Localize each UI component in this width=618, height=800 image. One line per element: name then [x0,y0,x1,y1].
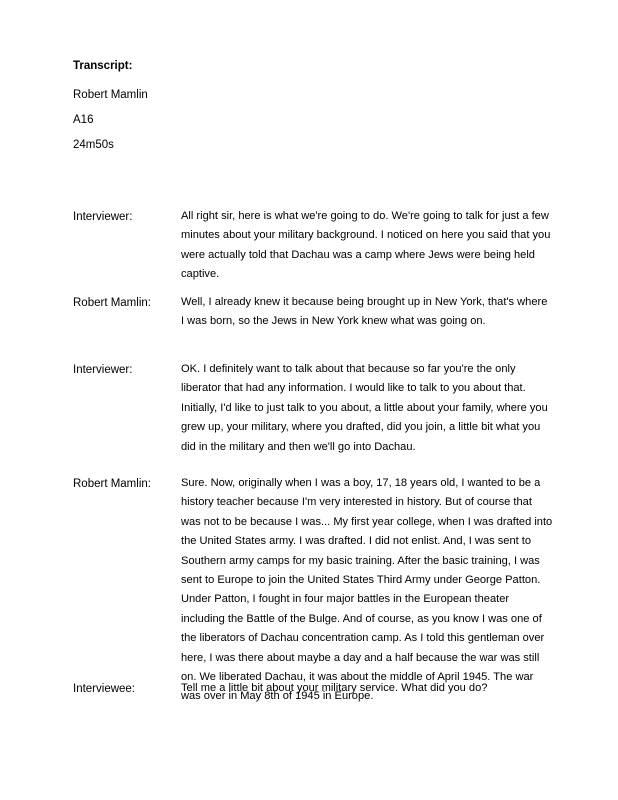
utterance-text: Well, I already knew it because being brought up in New York, that's where I was born, so the Jews in New York knew what was going on. [181,296,548,328]
speaker-label: Robert Mamlin: [73,478,151,490]
transcript-title: Transcript: [73,60,133,72]
interview-duration: 24m50s [73,139,114,151]
speaker-label: Robert Mamlin: [73,297,151,309]
speaker-label: Interviewee: [73,683,136,695]
utterance-text: OK. I definitely want to talk about that because so far you're the only liberator that had any information. I would like to talk to you about that. Initially, I'd like to just talk to you about, a little about your family, where you grew up, your military, where you drafted, did you join, a little bit what you did in the military and then we'll go into Dachau. [181,363,548,453]
speaker-label: Interviewer: [73,364,133,376]
utterance-text: Sure. Now, originally when I was a boy, 17, 18 years old, I wanted to be a history teacher because I'm very interested in history. But of course that was not to be because I was... My first year college, when I was drafted into the United States army. I was drafted. I did not enlist. And, I was sent to Southern army camps for my basic training. After the basic training, I was sent to Europe to join the United States Third Army under George Patton. Under Patton, I fought in four major battles in the European theater including the Battle of the Bulge. And of course, as you know I was one of the liberators of Dachau concentration camp. As I told this gentleman over here, I was there about maybe a day and a half because the war was still on. We liberated Dachau, it was about the middle of April 1945. The war was over in May 8th of 1945 in Europe. [181,477,553,703]
interview-code: A16 [73,114,94,126]
utterance-text: All right sir, here is what we're going to do. We're going to talk for just a few minutes about your military background. I noticed on here you said that you were actually told that Dachau was a camp where Jews were being held captive. [181,210,551,281]
subject-name: Robert Mamlin [73,89,148,101]
speaker-label: Interviewer: [73,211,133,223]
utterance-text: Tell me a little bit about your military service. What did you do? [181,682,488,694]
